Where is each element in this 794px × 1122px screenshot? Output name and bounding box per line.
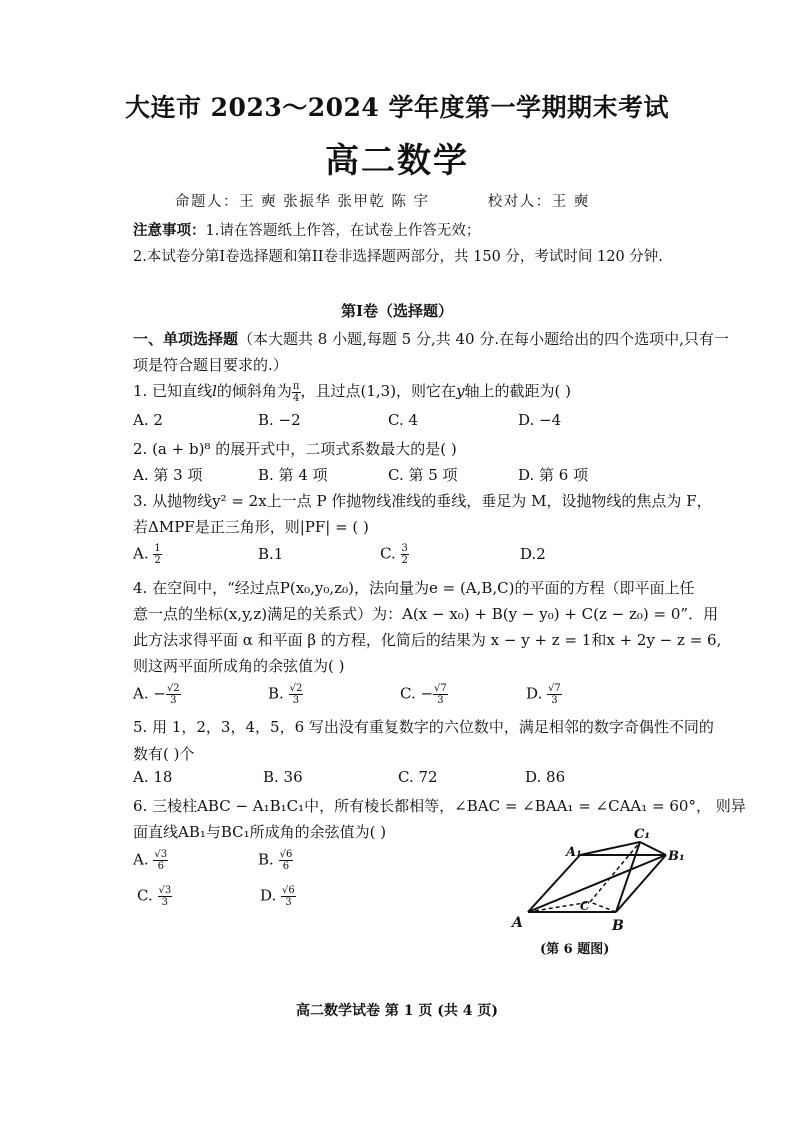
q2-option-c: C. 第 5 项 xyxy=(388,466,458,484)
q2-stem: 2. (a + b)⁸ 的展开式中，二项式系数最大的是( ) xyxy=(133,440,457,458)
q6-opt-d-den: 3 xyxy=(285,897,292,908)
q3-stem-line-1: 3. 从抛物线y² = 2x上一点 P 作抛物线准线的垂线，垂足为 M，设抛物线的焦点为 F， xyxy=(133,492,712,510)
authors-label: 命题人： xyxy=(175,194,239,210)
edge-aa1 xyxy=(528,855,580,912)
part-intro-line-2: 项是符合题目要求的.） xyxy=(133,356,288,374)
q6-stem-line-1: 6. 三棱柱ABC − A₁B₁C₁中，所有棱长都相等，∠BAC = ∠BAA₁ = ∠CAA₁ = 60°， 则异 xyxy=(133,797,746,815)
authors-names: 王 奭 张振华 张甲乾 陈 宇 xyxy=(239,194,430,210)
q1-text-d: ，且过点(1,3)，则它在 xyxy=(300,382,457,400)
q4-opt-b-frac xyxy=(289,683,304,706)
q4-opt-c-den: 3 xyxy=(437,695,444,706)
page-footer: 高二数学试卷 第 1 页 (共 4 页) xyxy=(296,1003,498,1019)
notes-text-1: 1.请在答题纸上作答，在试卷上作答无效； xyxy=(205,223,481,239)
q6-option-b xyxy=(258,849,293,872)
q6-figure-caption: (第 6 题图) xyxy=(540,942,610,957)
q4-opt-a-label: A. − xyxy=(133,684,166,703)
q4-opt-d-label: D. xyxy=(526,684,543,703)
q4-stem-line-2: 意一点的坐标(x,y,z)满足的关系式）为：A(x − x₀) + B(y − y₀) + C(z − z₀) = 0”．用 xyxy=(133,605,719,623)
q1-stem xyxy=(133,380,571,404)
q4-opt-a-num: √2 xyxy=(166,683,180,694)
notes-line-1 xyxy=(133,219,480,240)
q5-option-c: C. 72 xyxy=(398,768,438,786)
q3-option-c xyxy=(380,543,409,566)
segment-ab1 xyxy=(528,855,666,912)
q1-text-e: y xyxy=(456,382,465,400)
q4-opt-b-den: 3 xyxy=(292,695,300,706)
q6-stem-line-2: 面直线AB₁与BC₁所成角的余弦值为( ) xyxy=(133,823,387,841)
q1-fraction xyxy=(292,381,301,404)
part-intro-line-1 xyxy=(133,328,729,349)
q5-stem-line-2: 数有( )个 xyxy=(133,745,195,763)
q6-opt-d-frac xyxy=(281,885,296,908)
q1-option-d: D. −4 xyxy=(518,411,562,429)
q4-option-b xyxy=(268,683,303,706)
q4-opt-a-den: 3 xyxy=(170,695,177,706)
q6-opt-a-label: A. xyxy=(133,850,149,869)
label-c: C xyxy=(580,899,590,913)
q6-opt-c-label: C. xyxy=(137,886,153,905)
q4-opt-d-frac xyxy=(547,683,562,706)
q6-opt-a-num: √3 xyxy=(154,849,168,860)
q6-option-a xyxy=(133,849,168,872)
q6-opt-c-num: √3 xyxy=(158,885,172,896)
checker-label: 校对人： xyxy=(487,194,552,210)
q6-opt-a-frac xyxy=(153,849,168,872)
q3-opt-a-den: 2 xyxy=(154,555,161,566)
q6-opt-d-label: D. xyxy=(260,886,277,905)
q3-opt-a-num: 1 xyxy=(154,543,161,554)
notes-label: 注意事项： xyxy=(133,222,206,239)
edge-b1c1 xyxy=(640,842,666,855)
q6-opt-b-frac xyxy=(279,849,294,872)
segment-bc1 xyxy=(616,842,640,912)
q6-option-c xyxy=(137,885,172,908)
edge-bb1 xyxy=(616,855,666,912)
q5-stem-line-1: 5. 用 1，2，3，4，5，6 写出没有重复数字的六位数中，满足相邻的数字奇偶性不同的 xyxy=(133,718,714,736)
label-a1: A₁ xyxy=(566,845,582,860)
q1-text-c: 的倾斜角为 xyxy=(216,382,292,400)
q6-opt-b-num: √6 xyxy=(279,849,293,860)
q4-opt-a-frac xyxy=(166,683,181,706)
q6-opt-a-den: 6 xyxy=(157,861,164,872)
part-desc-1: （本大题共 8 小题,每题 5 分,共 40 分.在每小题给出的四个选项中,只有一 xyxy=(238,330,729,348)
q3-opt-c-num: 3 xyxy=(401,543,408,554)
q3-opt-a-label: A. xyxy=(133,544,149,563)
q6-opt-c-frac xyxy=(158,885,173,908)
q4-opt-c-num: √7 xyxy=(434,683,447,694)
q3-opt-c-frac xyxy=(401,543,409,566)
q3-opt-a-frac xyxy=(153,543,161,566)
q1-option-a: A. 2 xyxy=(133,411,163,429)
checker-name: 王 奭 xyxy=(551,194,590,210)
q3-option-b: B.1 xyxy=(258,545,284,563)
q6-prism-figure xyxy=(508,820,698,940)
q4-option-d xyxy=(526,683,562,706)
label-b1: B₁ xyxy=(668,849,685,864)
q1-text-b: l xyxy=(212,382,217,400)
edge-bc xyxy=(590,902,616,912)
q6-opt-b-label: B. xyxy=(258,850,274,869)
q4-stem-line-1: 4. 在空间中，“经过点P(x₀,y₀,z₀)，法向量为e = (A,B,C)的平面的方程（即平面上任 xyxy=(133,579,695,597)
q1-option-b: B. −2 xyxy=(258,411,301,429)
q2-option-a: A. 第 3 项 xyxy=(133,466,203,484)
label-b: B xyxy=(612,918,624,934)
q6-opt-d-num: √6 xyxy=(282,885,295,896)
q2-option-b: B. 第 4 项 xyxy=(258,466,328,484)
q4-stem-line-3: 此方法求得平面 α 和平面 β 的方程，化简后的结果为 x − y + z = 1和x + 2y − z = 6, xyxy=(133,631,722,649)
q5-option-d: D. 86 xyxy=(525,768,566,786)
q5-option-a: A. 18 xyxy=(133,768,173,786)
q4-opt-d-den: 3 xyxy=(551,695,558,706)
q1-text-f: 轴上的截距为( ) xyxy=(464,382,572,400)
q4-opt-d-num: √7 xyxy=(548,683,561,694)
q1-text-a: 1. 已知直线 xyxy=(133,382,213,400)
q3-opt-c-label: C. xyxy=(380,544,396,563)
q3-stem-line-2: 若ΔMPF是正三角形，则|PF| = ( ) xyxy=(133,518,369,536)
q4-stem-line-4: 则这两平面所成角的余弦值为( ) xyxy=(133,657,345,675)
q6-opt-b-den: 6 xyxy=(282,861,290,872)
notes-line-2: 2.本试卷分第I卷选择题和第II卷非选择题两部分，共 150 分，考试时间 120 分钟. xyxy=(133,249,663,265)
q4-option-a xyxy=(133,683,181,706)
q5-option-b: B. 36 xyxy=(263,768,303,786)
q4-opt-c-frac xyxy=(433,683,448,706)
q4-option-c xyxy=(400,683,448,706)
q6-option-d xyxy=(260,885,296,908)
q3-option-d: D.2 xyxy=(520,545,546,563)
q3-opt-c-den: 2 xyxy=(401,555,408,566)
part-title: 一、单项选择题 xyxy=(133,330,239,348)
exam-subject: 高二数学 xyxy=(325,141,469,181)
q4-opt-c-label: C. − xyxy=(400,684,434,703)
q1-option-c: C. 4 xyxy=(388,411,419,429)
authors-line xyxy=(175,190,590,211)
label-a: A xyxy=(512,915,523,931)
label-c1: C₁ xyxy=(634,827,651,842)
section-heading: 第I卷（选择题） xyxy=(340,302,454,320)
q1-frac-num: π xyxy=(292,380,300,392)
q1-frac-den: 4 xyxy=(293,392,300,404)
q2-option-d: D. 第 6 项 xyxy=(518,466,589,484)
q4-opt-b-label: B. xyxy=(268,684,284,703)
q6-opt-c-den: 3 xyxy=(161,897,169,908)
exam-title: 大连市 2023～2024 学年度第一学期期末考试 xyxy=(124,93,670,122)
q3-option-a xyxy=(133,543,162,566)
q4-opt-b-num: √2 xyxy=(289,683,303,694)
